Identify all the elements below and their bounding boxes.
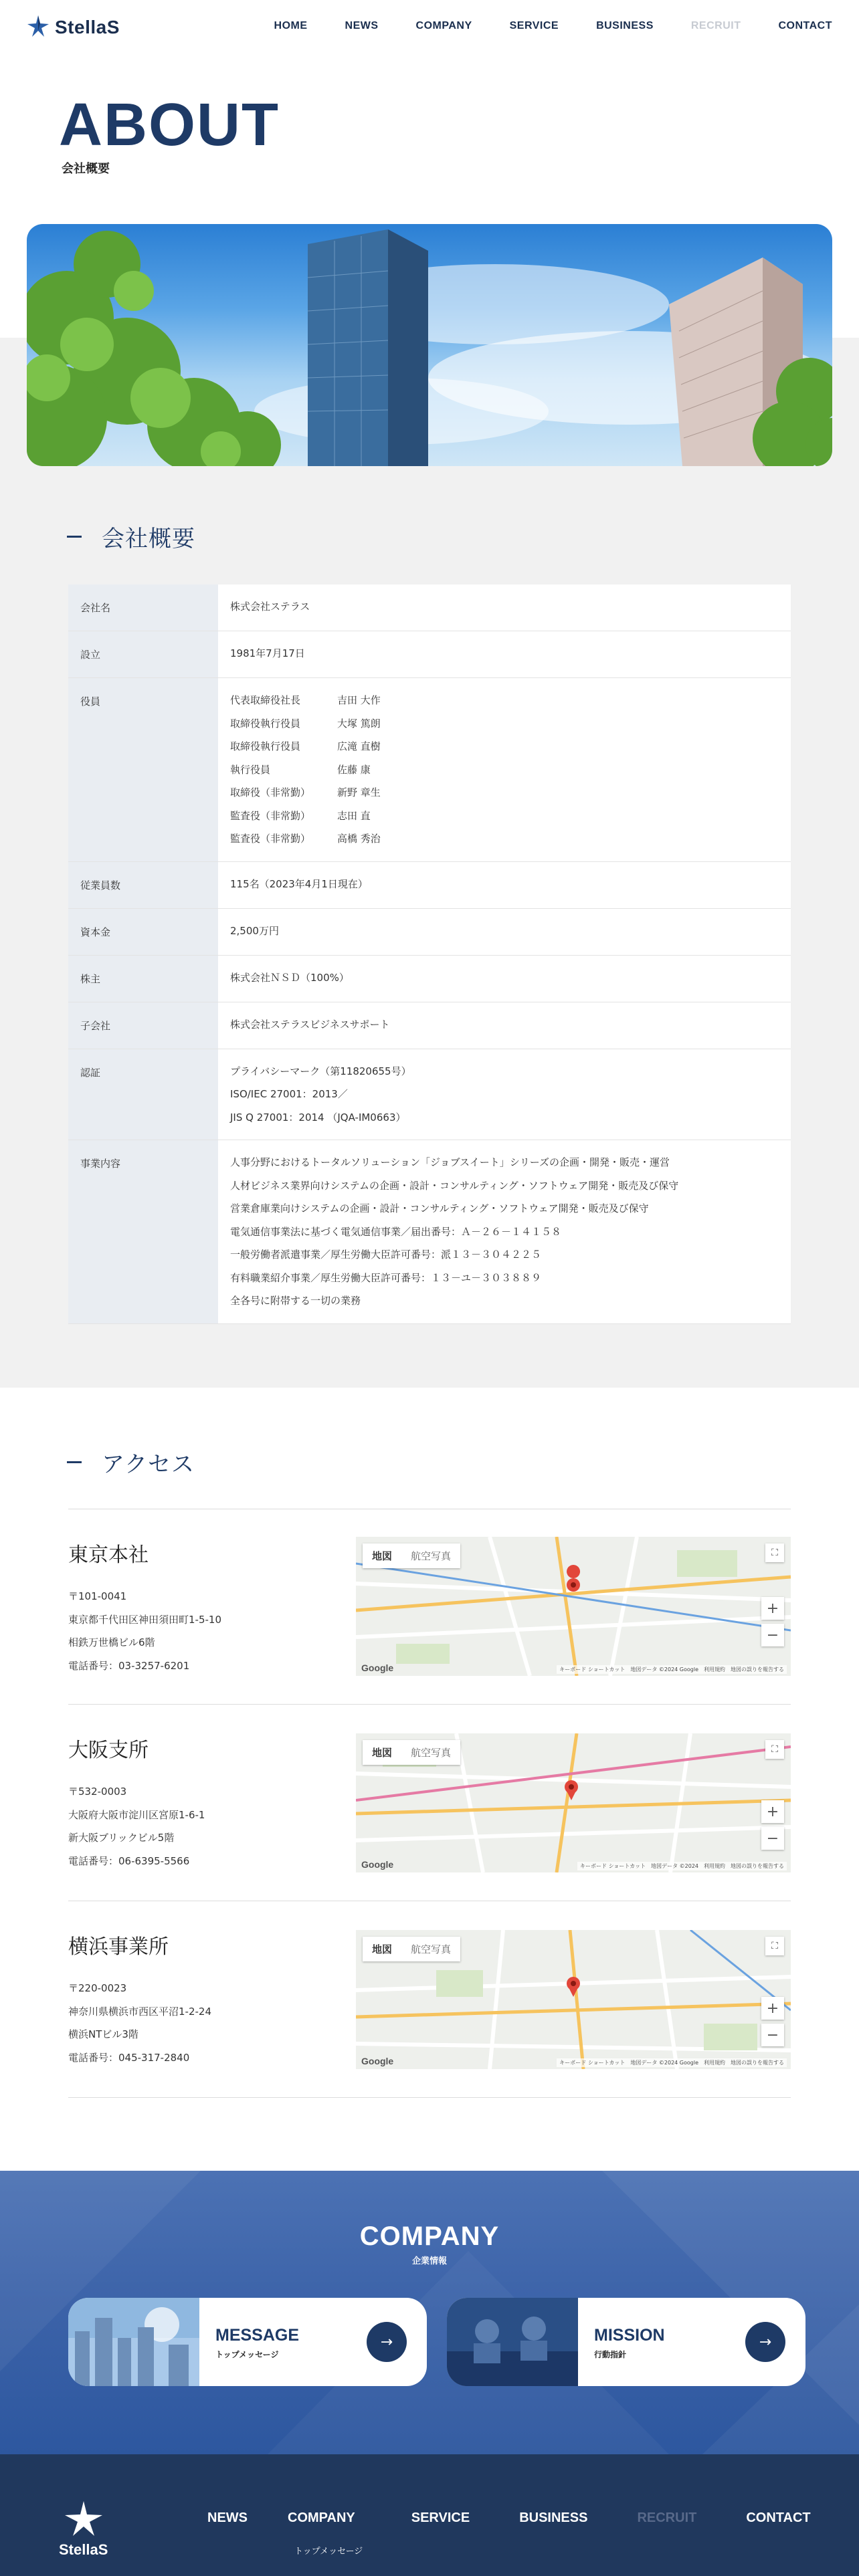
- zoom-out-icon[interactable]: −: [761, 1624, 784, 1646]
- row-value: 株式会社ＮＳＤ（100%）: [230, 971, 349, 984]
- mission-card[interactable]: [447, 2298, 805, 2386]
- company-banner: [0, 2171, 859, 2454]
- officer-item: [230, 689, 779, 712]
- row-label: 会社名: [68, 584, 218, 631]
- officer-item: [230, 827, 779, 851]
- table-row: [68, 584, 791, 631]
- nav-contact[interactable]: CONTACT: [778, 20, 832, 31]
- card-title: MESSAGE: [215, 2326, 300, 2345]
- officer-role: 監査役（非常勤）: [230, 833, 311, 845]
- google-logo: Google: [361, 1859, 394, 1870]
- office-map[interactable]: [356, 1733, 791, 1872]
- footer-logo-text: StellaS: [59, 2541, 108, 2558]
- heading-dash: [67, 536, 82, 538]
- officer-role: 執行役員: [230, 763, 271, 776]
- zoom-in-icon[interactable]: +: [761, 1597, 784, 1620]
- certification-line: JIS Q 27001：2014 （JQA-IM0663）: [230, 1111, 406, 1123]
- company-subtitle: 企業情報: [411, 2256, 447, 2266]
- office-postal: 〒220-0023: [68, 1982, 127, 1994]
- row-label: 設立: [68, 631, 218, 677]
- footer-nav-contact[interactable]: CONTACT: [746, 2510, 811, 2525]
- office-address: [68, 1780, 205, 1872]
- officer-name: 大塚 篤朗: [337, 717, 381, 730]
- site-footer: [0, 2454, 859, 2576]
- fullscreen-icon[interactable]: ⛶: [765, 1740, 784, 1759]
- row-value: 1981年7月17日: [230, 647, 305, 659]
- map-tab-map[interactable]: 地図: [372, 1747, 393, 1759]
- page-subtitle: 会社概要: [62, 162, 110, 176]
- map-attribution: キーボード ショートカット 地図データ ©2024 Google 利用規約 地図の誤りを報告する: [557, 1665, 787, 1674]
- footer-nav-recruit: RECRUIT: [637, 2510, 697, 2525]
- row-value: 115名（2023年4月1日現在）: [230, 877, 368, 890]
- main-nav: [274, 20, 832, 32]
- nav-recruit: RECRUIT: [690, 20, 741, 31]
- office-map[interactable]: [356, 1537, 791, 1676]
- office-address-line: 相鉄万世橋ビル6階: [68, 1636, 155, 1648]
- footer-nav-news[interactable]: NEWS: [207, 2510, 248, 2525]
- business-line: 営業倉庫業向けシステムの企画・設計・コンサルティング・ソフトウェア開発・販売及び保守: [230, 1202, 649, 1214]
- row-value: 株式会社ステラスビジネスサポート: [230, 1018, 390, 1031]
- footer-nav-company[interactable]: COMPANY: [288, 2510, 355, 2525]
- officers-list: [218, 678, 791, 861]
- page-title: ABOUT: [59, 92, 280, 158]
- office-address-line: 大阪府大阪市淀川区宮原1-6-1: [68, 1808, 205, 1821]
- map-attribution: キーボード ショートカット 地図データ ©2024 Google 利用規約 地図の誤りを報告する: [557, 2058, 787, 2067]
- certification-list: [218, 1049, 791, 1140]
- google-logo: Google: [361, 2056, 394, 2066]
- footer-nav-business[interactable]: BUSINESS: [519, 2510, 588, 2525]
- row-label: 事業内容: [68, 1140, 218, 1323]
- office-postal: 〒532-0003: [68, 1786, 127, 1798]
- footer-nav: [207, 2510, 811, 2526]
- table-row: [68, 862, 791, 909]
- zoom-out-icon[interactable]: −: [761, 2024, 784, 2046]
- access-heading: [67, 1446, 195, 1479]
- nav-home[interactable]: HOME: [274, 20, 308, 31]
- card-subtitle: 行動指針: [594, 2350, 627, 2359]
- business-list: [218, 1140, 791, 1323]
- zoom-in-icon[interactable]: +: [761, 1800, 784, 1823]
- logo-text: StellaS: [55, 17, 120, 37]
- office-phone: 電話番号：03-3257-6201: [68, 1659, 190, 1672]
- office-address-line: 東京都千代田区神田須田町1-5-10: [68, 1613, 222, 1626]
- officer-role: 取締役執行役員: [230, 717, 301, 730]
- certification-line: プライバシーマーク（第11820655号）: [230, 1065, 411, 1077]
- table-row: [68, 631, 791, 678]
- nav-news[interactable]: NEWS: [345, 20, 379, 31]
- office-phone: 電話番号：045-317-2840: [68, 2051, 190, 2064]
- zoom-out-icon[interactable]: −: [761, 1827, 784, 1850]
- business-line: 有料職業紹介事業／厚生労働大臣許可番号：１３－ユ－３０３８８９: [230, 1271, 542, 1284]
- office-postal: 〒101-0041: [68, 1590, 127, 1602]
- office-phone: 電話番号：06-6395-5566: [68, 1854, 190, 1867]
- card-title: MISSION: [594, 2326, 665, 2345]
- row-label: 資本金: [68, 909, 218, 955]
- table-row: [68, 909, 791, 956]
- business-line: 一般労働者派遣事業／厚生労働大臣許可番号：派１３－３０４２２５: [230, 1249, 542, 1261]
- arrow-right-icon[interactable]: →: [745, 2322, 785, 2362]
- officer-item: [230, 758, 779, 782]
- row-label: 株主: [68, 956, 218, 1002]
- table-row: [68, 1140, 791, 1324]
- table-row: [68, 1002, 791, 1049]
- company-title: COMPANY: [359, 2222, 500, 2251]
- business-line: 人事分野におけるトータルソリューション「ジョブスイート」シリーズの企画・開発・販売・運営: [230, 1156, 670, 1168]
- officer-item: [230, 712, 779, 736]
- table-row: [68, 678, 791, 862]
- officer-role: 取締役執行役員: [230, 740, 301, 752]
- divider: [68, 2097, 791, 2098]
- table-row: [68, 1049, 791, 1141]
- office-address-line: 横浜NTビル3階: [68, 2028, 138, 2040]
- row-label: 役員: [68, 678, 218, 861]
- star-logo-icon: [62, 2527, 105, 2540]
- google-logo: Google: [361, 1662, 394, 1673]
- officer-item: [230, 781, 779, 804]
- officer-role: 取締役（非常勤）: [230, 786, 311, 798]
- office-name: 横浜事業所: [68, 1935, 169, 1959]
- map-tab-satellite[interactable]: 航空写真: [411, 1943, 452, 1955]
- office-map[interactable]: [356, 1930, 791, 2069]
- nav-business[interactable]: BUSINESS: [596, 20, 654, 31]
- map-type-tabs: [363, 1740, 460, 1765]
- officer-item: [230, 735, 779, 758]
- office-address: [68, 1977, 211, 2069]
- officer-name: 新野 章生: [337, 786, 381, 798]
- row-value: 株式会社ステラス: [230, 601, 310, 613]
- officer-role: 監査役（非常勤）: [230, 809, 311, 822]
- heading-dash: [67, 1461, 82, 1463]
- arrow-right-icon[interactable]: →: [367, 2322, 407, 2362]
- officer-name: 志田 直: [337, 809, 371, 822]
- table-row: [68, 956, 791, 1002]
- map-type-tabs: [363, 1543, 460, 1568]
- business-line: 人材ビジネス業界向けシステムの企画・設計・コンサルティング・ソフトウェア開発・販売及び保守: [230, 1179, 679, 1192]
- officer-role: 代表取締役社長: [230, 694, 301, 706]
- hero-image: [27, 224, 832, 466]
- row-label: 子会社: [68, 1002, 218, 1049]
- map-tab-map[interactable]: 地図: [372, 1943, 393, 1955]
- office-name: 東京本社: [68, 1543, 149, 1567]
- business-line: 全各号に附帯する一切の業務: [230, 1295, 361, 1307]
- office-address-line: 新大阪ブリックビル5階: [68, 1832, 175, 1844]
- business-line: 電気通信事業法に基づく電気通信事業／届出番号：Ａ－２６－１４１５８: [230, 1225, 562, 1238]
- row-label: 従業員数: [68, 862, 218, 908]
- office-name: 大阪支所: [68, 1739, 149, 1762]
- overview-heading-text: 会社概要: [102, 526, 195, 552]
- map-type-tabs: [363, 1937, 460, 1961]
- zoom-in-icon[interactable]: +: [761, 1997, 784, 2020]
- row-label: 認証: [68, 1049, 218, 1140]
- office-address: [68, 1585, 221, 1677]
- nav-company[interactable]: COMPANY: [415, 20, 472, 31]
- office-address-line: 神奈川県横浜市西区平沼1-2-24: [68, 2005, 212, 2018]
- card-image-city: [68, 2298, 199, 2386]
- row-value: 2,500万円: [230, 924, 279, 937]
- officer-name: 佐藤 康: [337, 763, 371, 776]
- logo[interactable]: [27, 15, 120, 40]
- company-info-table: [68, 584, 791, 1324]
- fullscreen-icon[interactable]: ⛶: [765, 1543, 784, 1562]
- card-image-office: [447, 2298, 578, 2386]
- card-subtitle: トップメッセージ: [215, 2350, 279, 2359]
- divider: [68, 1704, 791, 1705]
- fullscreen-icon[interactable]: ⛶: [765, 1937, 784, 1955]
- officer-name: 広滝 直樹: [337, 740, 381, 752]
- officer-name: 高橋 秀治: [337, 833, 381, 845]
- map-tab-satellite[interactable]: 航空写真: [411, 1550, 452, 1562]
- site-header: [0, 0, 859, 55]
- overview-heading: [67, 520, 195, 553]
- nav-service[interactable]: SERVICE: [509, 20, 559, 31]
- map-attribution: キーボード ショートカット 地図データ ©2024 利用規約 地図の誤りを報告する: [577, 1862, 787, 1870]
- message-card[interactable]: [68, 2298, 427, 2386]
- footer-logo[interactable]: [59, 2500, 108, 2559]
- footer-nav-service[interactable]: SERVICE: [411, 2510, 470, 2525]
- access-heading-text: アクセス: [102, 1451, 195, 1478]
- footer-sub-link[interactable]: トップメッセージ: [294, 2547, 363, 2557]
- map-tab-map[interactable]: 地図: [372, 1550, 393, 1562]
- officer-item: [230, 804, 779, 828]
- officer-name: 吉田 大作: [337, 694, 381, 706]
- star-logo-icon: [27, 15, 50, 40]
- map-tab-satellite[interactable]: 航空写真: [411, 1747, 452, 1759]
- certification-line: ISO/IEC 27001：2013／: [230, 1088, 348, 1100]
